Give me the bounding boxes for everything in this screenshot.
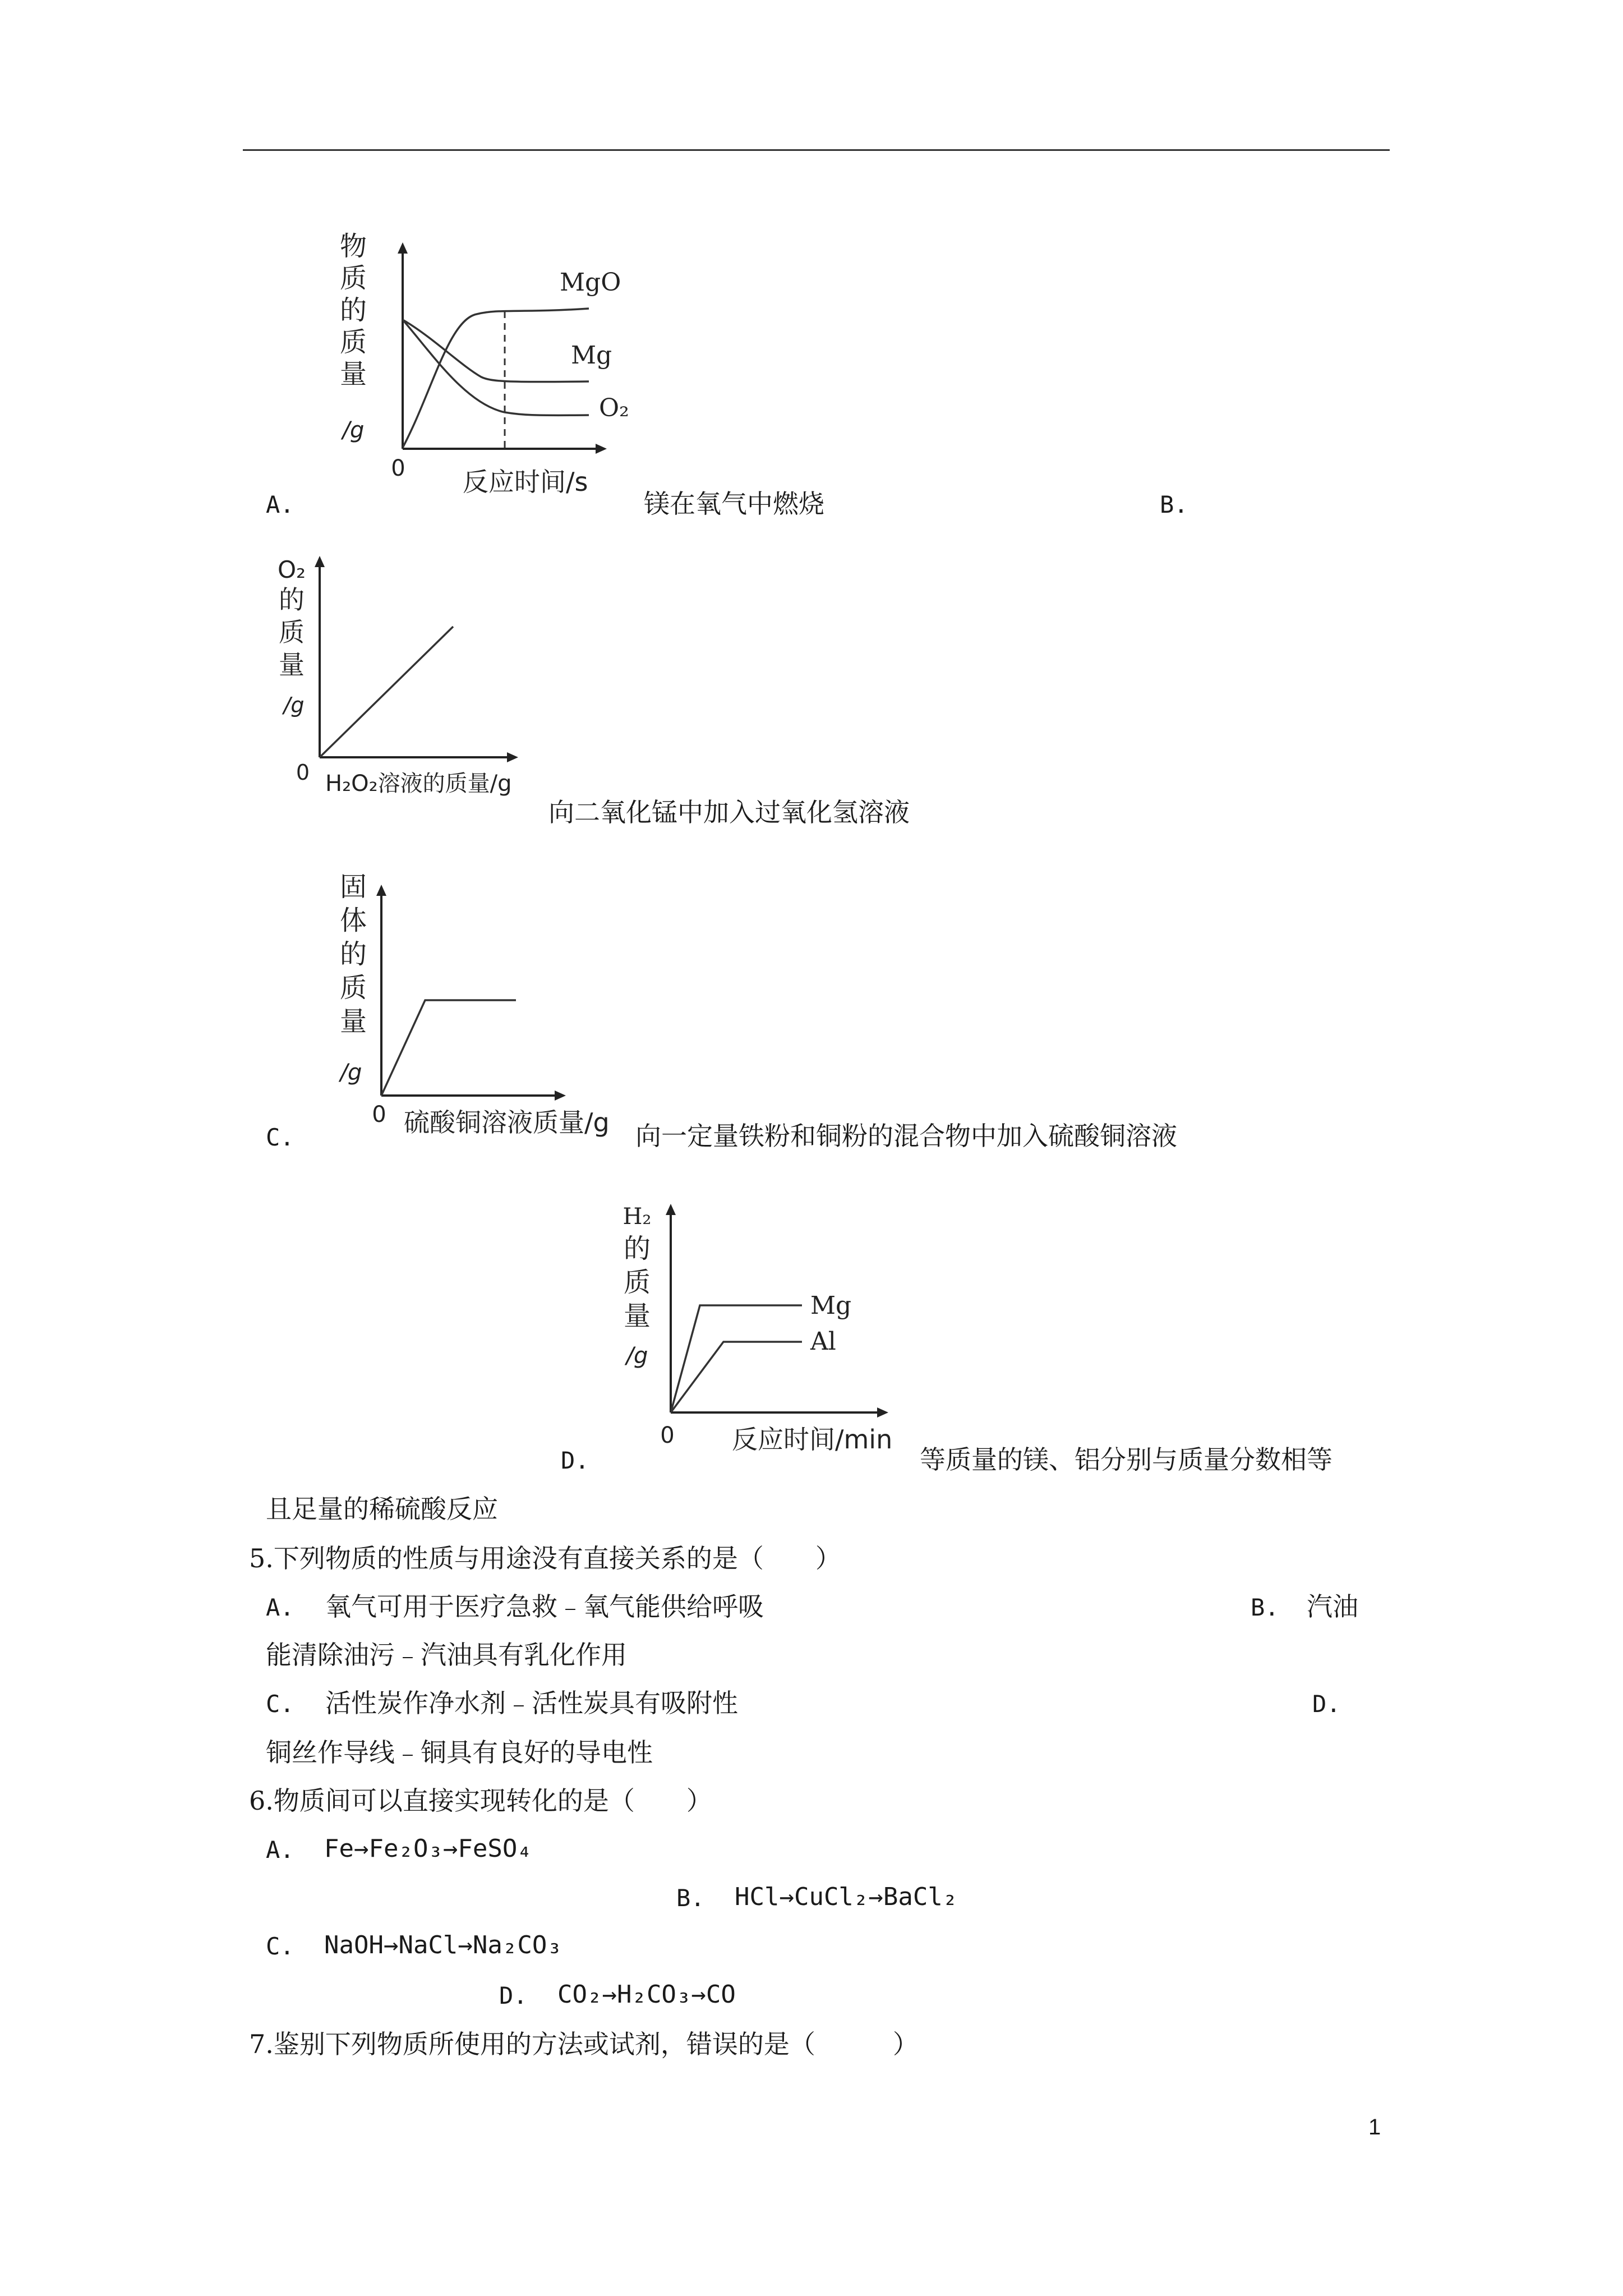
figure-d-ylabel-char: 质 xyxy=(623,1267,651,1298)
figure-c-ylabel-char: 固 xyxy=(339,871,367,903)
figure-d-ylabel xyxy=(623,1204,652,1369)
q6-option-a-text: Fe→Fe₂O₃→FeSO₄ xyxy=(324,1834,532,1863)
q6-option-b-label: B. xyxy=(676,1884,705,1912)
figure-a-ylabel-char: 质 xyxy=(339,326,367,358)
figure-b-ylabel-char: O₂ xyxy=(278,556,306,583)
figure-d-chart xyxy=(617,1195,909,1458)
figure-b-ylabel xyxy=(278,556,306,717)
series-label-mg: Mg xyxy=(810,1291,852,1320)
figure-b-ylabel-char: 量 xyxy=(279,650,305,680)
origin-label: 0 xyxy=(660,1423,675,1448)
mg-curve xyxy=(403,320,589,382)
figure-a-ylabel-char: 质 xyxy=(339,263,367,294)
figure-a-ylabel-unit: /g xyxy=(342,417,365,443)
question-7-stem: 7.鉴别下列物质所使用的方法或试剂，错误的是（ ） xyxy=(249,2029,919,2059)
y-axis-arrow xyxy=(376,885,386,896)
figure-a-caption: 镁在氧气中燃烧 xyxy=(644,489,824,519)
x-axis-arrow xyxy=(596,444,607,454)
q5-option-b-text-line1: 汽油 xyxy=(1307,1591,1358,1622)
figure-b-ylabel-unit: /g xyxy=(283,693,305,717)
q6-option-d-label: D. xyxy=(499,1982,528,2009)
figure-a-ylabel xyxy=(340,231,367,443)
figure-a-ylabel-char: 物 xyxy=(339,231,367,262)
x-axis-arrow xyxy=(877,1407,888,1418)
question-5-stem: 5.下列物质的性质与用途没有直接关系的是（ ） xyxy=(249,1543,841,1573)
question-6-stem: 6.物质间可以直接实现转化的是（ ） xyxy=(249,1786,712,1816)
x-axis-label: 硫酸铜溶液质量/g xyxy=(404,1107,610,1138)
figure-a-chart xyxy=(336,224,651,499)
solid-mass-line xyxy=(381,1000,516,1096)
q6-option-d-text: CO₂→H₂CO₃→CO xyxy=(557,1980,736,2009)
figure-c-chart xyxy=(331,872,645,1142)
o2-line xyxy=(320,627,453,757)
figure-c-ylabel xyxy=(339,871,367,1085)
al-line xyxy=(671,1342,802,1412)
figure-d-ylabel-char: H₂ xyxy=(623,1204,652,1230)
q6-option-c-label: C. xyxy=(266,1932,294,1960)
figure-b-ylabel-char: 质 xyxy=(279,617,305,647)
figure-c-ylabel-char: 量 xyxy=(339,1006,367,1037)
origin-label: 0 xyxy=(372,1102,386,1128)
figure-d-ylabel-char: 的 xyxy=(623,1233,651,1264)
figure-b-chart xyxy=(269,553,561,808)
figure-d-caption-line2: 且足量的稀硫酸反应 xyxy=(266,1494,498,1524)
figure-c-caption: 向一定量铁粉和铜粉的混合物中加入硫酸铜溶液 xyxy=(635,1121,1177,1151)
header-rule xyxy=(243,149,1390,151)
figure-c-ylabel-unit: /g xyxy=(340,1060,362,1085)
page-number: 1 xyxy=(1368,2115,1381,2139)
figure-a-ylabel-char: 量 xyxy=(339,358,367,390)
x-axis-label: 反应时间/s xyxy=(463,467,588,497)
x-axis-arrow xyxy=(555,1091,566,1101)
origin-label: 0 xyxy=(296,760,310,785)
q6-option-c-text: NaOH→NaCl→Na₂CO₃ xyxy=(324,1931,562,1959)
figure-d-option-label: D. xyxy=(561,1447,589,1474)
figure-c-ylabel-char: 体 xyxy=(339,905,367,936)
q5-option-b-text-line2: 能清除油污﹣汽油具有乳化作用 xyxy=(266,1640,627,1670)
q5-option-a-text: 氧气可用于医疗急救﹣氧气能供给呼吸 xyxy=(325,1591,764,1622)
x-axis-label: H₂O₂溶液的质量/g xyxy=(325,771,512,797)
q5-option-b-label: B. xyxy=(1251,1594,1279,1621)
origin-label: 0 xyxy=(391,455,405,481)
series-label-mg: Mg xyxy=(571,341,612,370)
figure-b-ylabel-char: 的 xyxy=(279,585,305,615)
q6-option-a-label: A. xyxy=(266,1836,294,1864)
series-label-mgo: MgO xyxy=(560,268,621,297)
series-label-al: Al xyxy=(810,1327,836,1356)
figure-a-ylabel-char: 的 xyxy=(339,295,367,326)
q5-option-d-label: D. xyxy=(1312,1690,1341,1718)
q5-option-a-label: A. xyxy=(266,1594,294,1621)
figure-b-caption: 向二氧化锰中加入过氧化氢溶液 xyxy=(548,797,910,827)
figure-d-ylabel-char: 量 xyxy=(623,1300,651,1332)
y-axis-arrow xyxy=(666,1204,676,1215)
figure-d-caption-line1: 等质量的镁、铝分别与质量分数相等 xyxy=(920,1444,1332,1475)
series-label-o2: O₂ xyxy=(599,394,629,422)
mg-line xyxy=(671,1305,802,1412)
figure-c-ylabel-char: 的 xyxy=(339,938,367,970)
figure-a-option-label: A. xyxy=(266,491,294,518)
figure-c-ylabel-char: 质 xyxy=(339,972,367,1004)
mgo-curve xyxy=(403,309,589,448)
x-axis-label: 反应时间/min xyxy=(732,1424,893,1455)
figure-b-option-label: B. xyxy=(1160,491,1188,518)
q5-option-c-label: C. xyxy=(266,1690,294,1718)
q6-option-b-text: HCl→CuCl₂→BaCl₂ xyxy=(735,1883,958,1911)
y-axis-arrow xyxy=(398,242,408,254)
figure-d-ylabel-unit: /g xyxy=(626,1343,648,1369)
q5-option-c-text: 活性炭作净水剂﹣活性炭具有吸附性 xyxy=(325,1688,738,1718)
x-axis-arrow xyxy=(507,752,518,762)
q5-option-d-text: 铜丝作导线﹣铜具有良好的导电性 xyxy=(266,1737,653,1768)
y-axis-arrow xyxy=(315,556,325,567)
o2-curve xyxy=(403,320,589,415)
figure-c-option-label: C. xyxy=(266,1124,294,1151)
